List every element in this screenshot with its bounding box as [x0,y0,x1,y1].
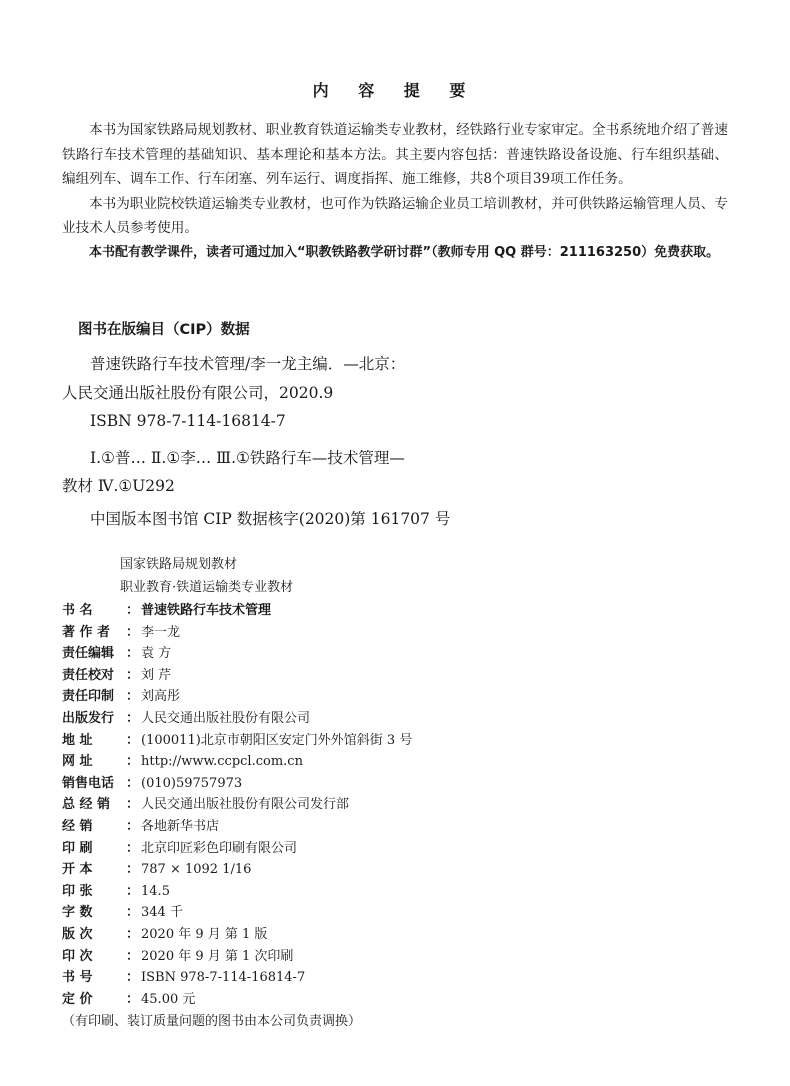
colophon-label: 书 号 [62,970,93,986]
colophon-label: 版 次 [62,926,93,942]
abstract-paragraph: 本书为职业院校铁道运输类专业教材，也可作为铁路运输企业员工培训教材，并可供铁路运输管理人员、专业技术人员参考使用。 [62,195,728,236]
colophon-value: 344 千 [141,905,183,921]
colophon-row: 网 址 ： http://www.ccpcl.com.cn [62,751,742,773]
colophon-row: 销售电话 ： (010)59757973 [62,773,742,795]
colophon-row: 开 本 ： 787 × 1092 1/16 [62,859,742,881]
abstract-heading: 内 容 提 要 [312,81,478,100]
series-line: 国家铁路局规划教材 [120,557,238,572]
colophon-row: 字 数 ： 344 千 [62,902,742,924]
colophon-label: 印 张 [62,883,93,899]
colophon-value: 袁 方 [141,646,172,662]
colophon-row: 总 经 销 ： 人民交通出版社股份有限公司发行部 [62,794,742,816]
series-info [120,553,293,599]
colophon-value: 李一龙 [141,624,181,640]
colophon-value: (010)59757973 [141,775,243,791]
cip-block [62,350,742,533]
colophon-row: 地 址 ： (100011)北京市朝阳区安定门外外馆斜街 3 号 [62,730,742,752]
colophon-row: 责任印制 ： 刘高彤 [62,686,742,708]
colophon-value: 各地新华书店 [141,818,220,834]
colophon-label: 定 价 [62,991,93,1007]
colophon-row: 印 次 ： 2020 年 9 月 第 1 次印刷 [62,946,742,968]
colophon-value: 人民交通出版社股份有限公司 [141,710,311,726]
colophon-value: (100011)北京市朝阳区安定门外外馆斜街 3 号 [141,732,413,748]
colophon-row: 书 号 ： ISBN 978-7-114-16814-7 [62,967,742,989]
colophon-label: 责任编辑 [62,646,115,662]
colophon-row: 版 次 ： 2020 年 9 月 第 1 版 [62,924,742,946]
cip-publisher-line: 人民交通出版社股份有限公司，2020.9 [62,383,334,402]
colophon-value: 刘高彤 [141,689,181,705]
colophon-label: 经 销 [62,818,93,834]
abstract-paragraph: 本书为国家铁路局规划教材、职业教育铁道运输类专业教材，经铁路行业专家审定。全书系统地介绍了普速铁路行车技术管理的基础知识、基本理论和基本方法。其主要内容包括：普速铁路设备设施、行车组织基础、编组列车、调车工作、行车闭塞、列车运行、调度指挥、施工维修，共8个项目39项工作任务。 [62,122,728,187]
colophon-label: 著 作 者 [62,624,111,640]
colophon-row: 出版发行 ： 人民交通出版社股份有限公司 [62,708,742,730]
colophon-label: 网 址 [62,754,93,770]
colophon-row: 责任校对 ： 刘 芹 [62,665,742,687]
cip-isbn: ISBN 978-7-114-16814-7 [90,412,286,430]
colophon-row: 书 名 ： 普速铁路行车技术管理 [62,600,742,622]
colophon-value: 普速铁路行车技术管理 [141,603,272,618]
colophon-row: 印 刷 ： 北京印匠彩色印刷有限公司 [62,838,742,860]
colophon-label: 字 数 [62,905,93,921]
abstract-courseware-note: 本书配有教学课件，读者可通过加入“职教铁路教学研讨群”（教师专用 QQ 群号：211163250）免费获取。 [89,244,720,260]
colophon-row: 印 张 ： 14.5 [62,881,742,903]
colophon [62,600,742,1033]
colophon-label: 责任印制 [62,689,115,705]
colophon-label: 印 刷 [62,840,93,856]
cip-classification: Ⅰ.①普… Ⅱ.①李… Ⅲ.①铁路行车—技术管理— [90,448,405,467]
colophon-value: 2020 年 9 月 第 1 版 [141,926,268,942]
colophon-value: 787 × 1092 1/16 [141,862,252,878]
colophon-value: 人民交通出版社股份有限公司发行部 [141,797,350,813]
colophon-label: 印 次 [62,948,93,964]
colophon-label: 责任校对 [62,667,115,683]
abstract-body [62,118,728,265]
colophon-value: 14.5 [141,883,170,899]
colophon-value: 2020 年 9 月 第 1 次印刷 [141,948,294,964]
colophon-label: 总 经 销 [62,797,111,813]
colophon-value: 北京印匠彩色印刷有限公司 [141,840,298,856]
colophon-label: 地 址 [62,732,93,748]
colophon-label: 书 名 [62,603,93,618]
colophon-value: 刘 芹 [141,667,172,683]
cip-heading: 图书在版编目（CIP）数据 [78,322,250,338]
colophon-value: http://www.ccpcl.com.cn [141,754,303,770]
colophon-row: 经 销 ： 各地新华书店 [62,816,742,838]
colophon-label: 出版发行 [62,710,115,726]
colophon-value: ISBN 978-7-114-16814-7 [141,970,306,986]
colophon-row: 责任编辑 ： 袁 方 [62,643,742,665]
quality-note: （有印刷、装订质量问题的图书由本公司负责调换） [62,1014,362,1030]
colophon-value: 45.00 元 [141,991,196,1007]
colophon-row: 著 作 者 ： 李一龙 [62,622,742,644]
cip-number: 中国版本图书馆 CIP 数据核字(2020)第 161707 号 [90,509,451,528]
series-line: 职业教育·铁道运输类专业教材 [120,580,294,595]
cip-title-line: 普速铁路行车技术管理/李一龙主编．—北京： [90,355,406,373]
cip-classification-cont: 教材 Ⅳ.①U292 [62,477,175,495]
colophon-row: 定 价 ： 45.00 元 [62,989,742,1011]
colophon-label: 开 本 [62,862,93,878]
colophon-label: 销售电话 [62,775,115,791]
